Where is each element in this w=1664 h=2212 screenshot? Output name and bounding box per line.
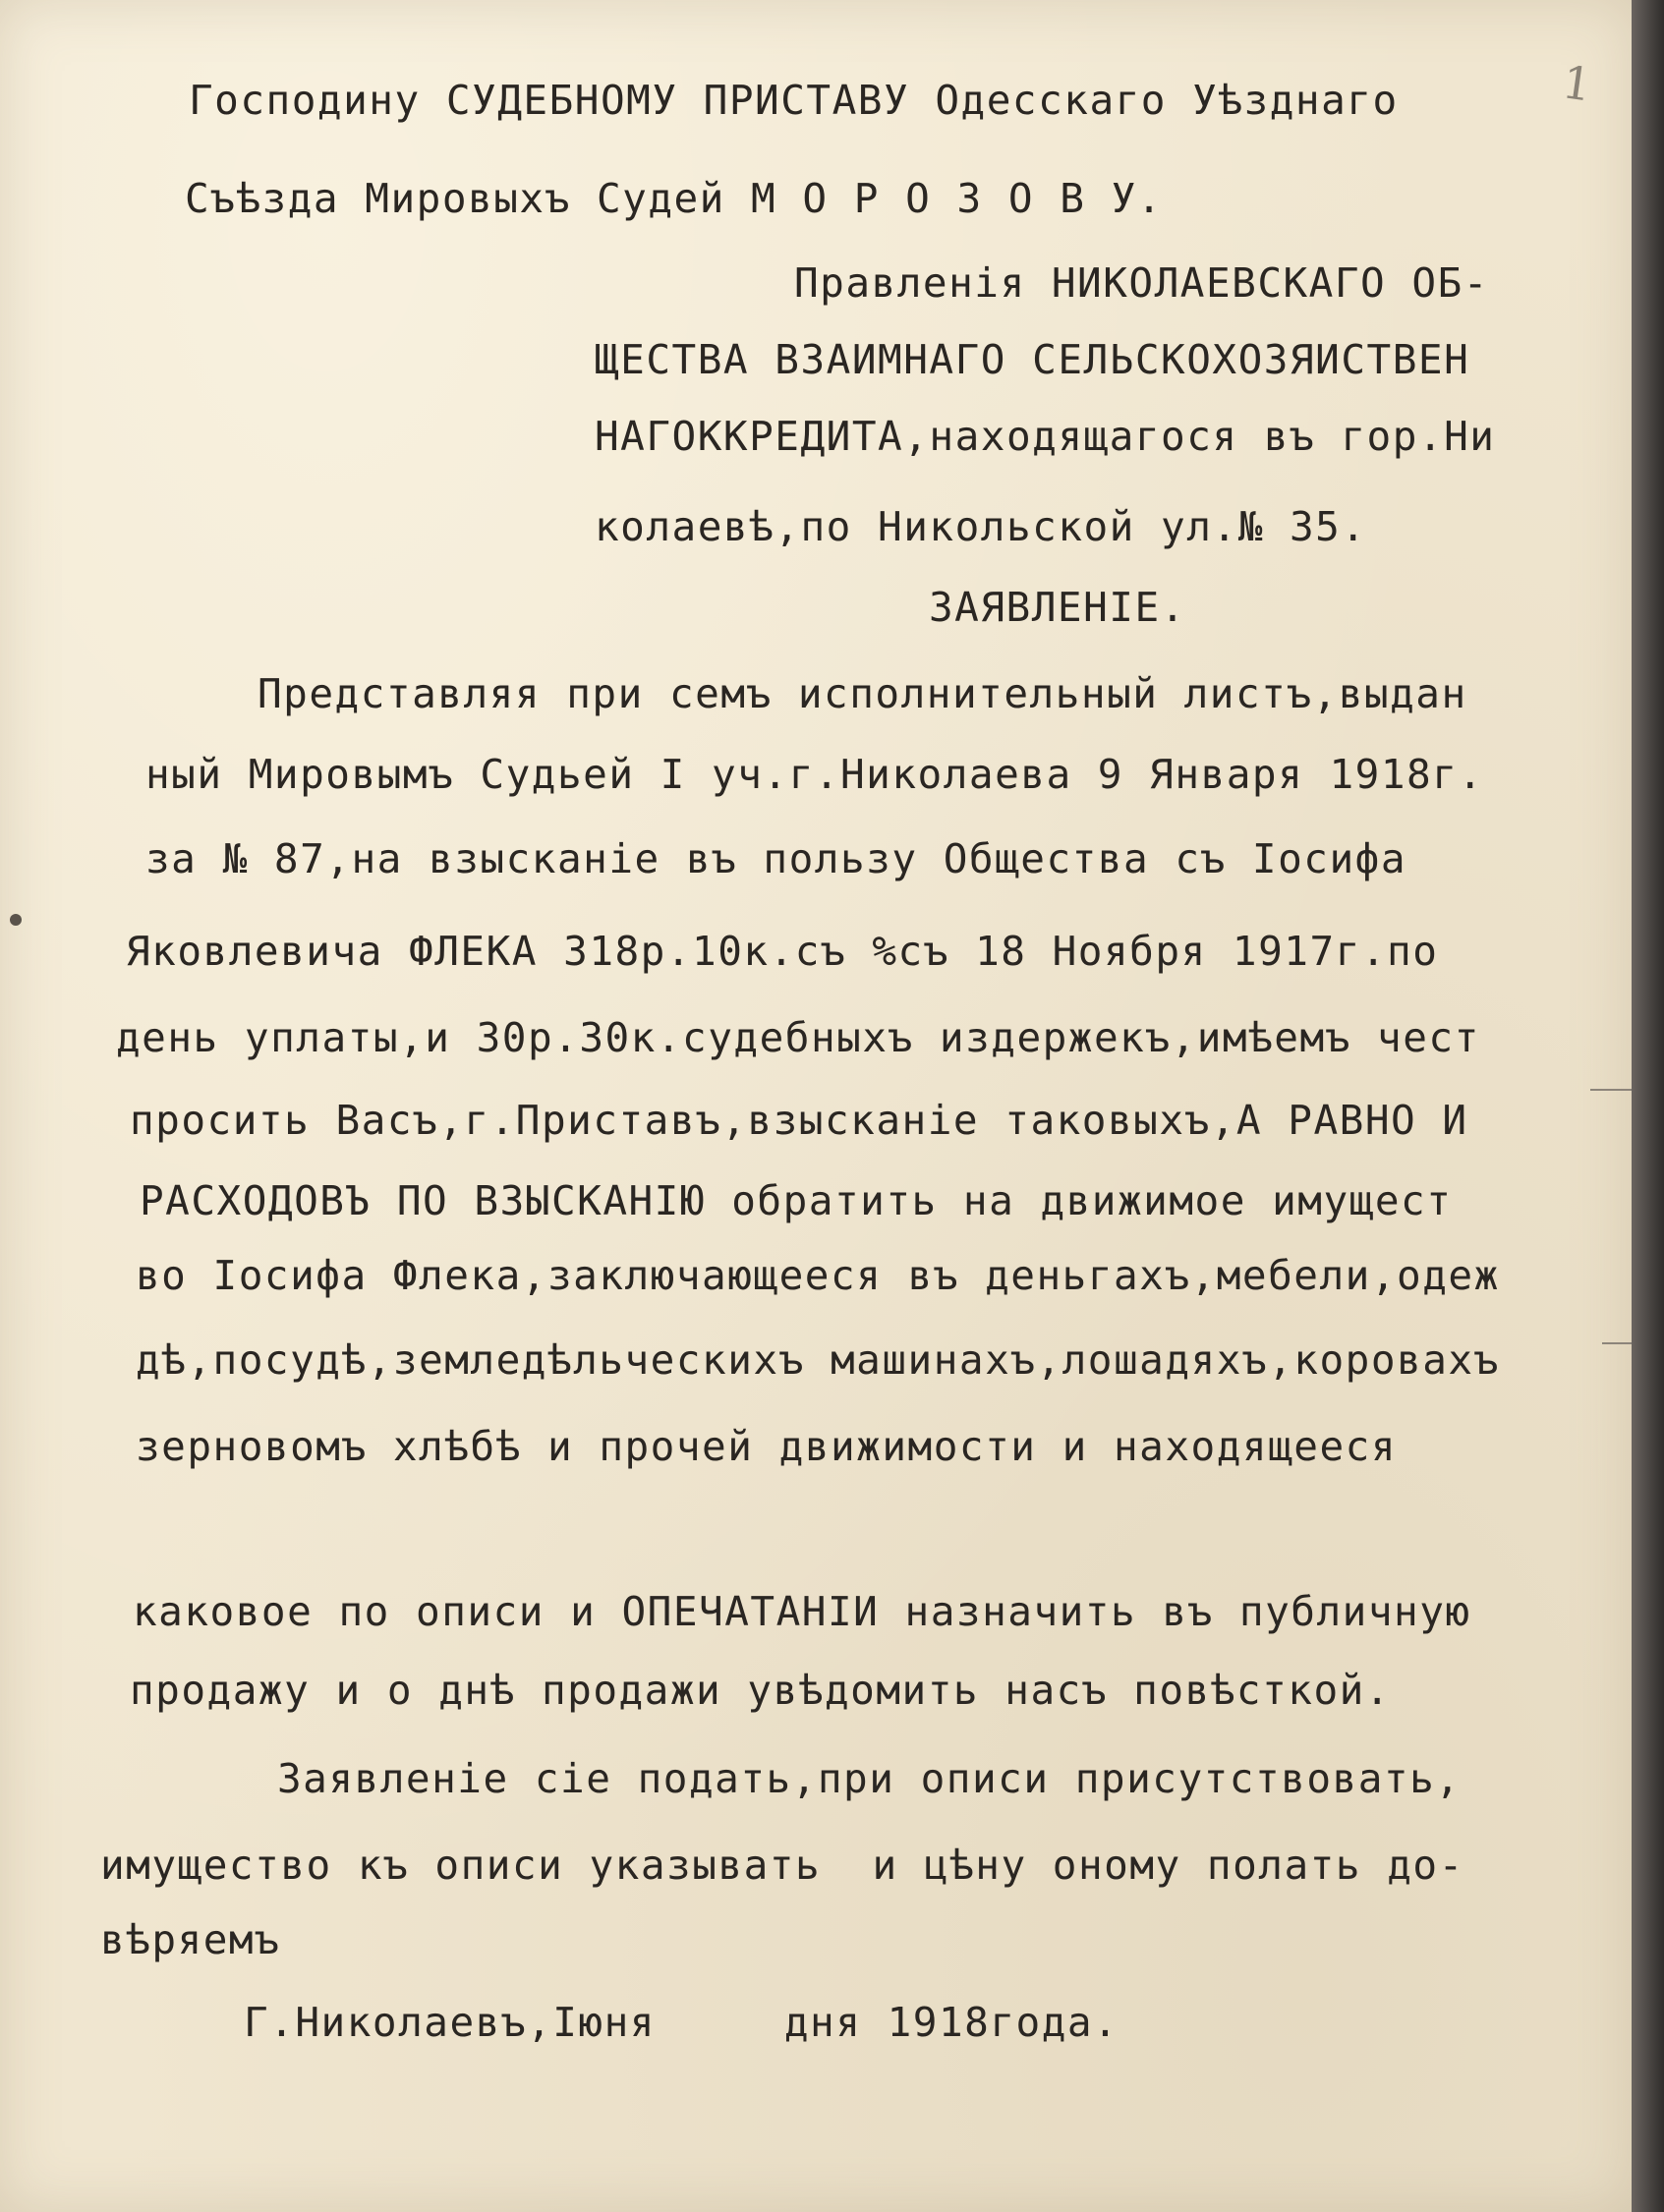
body-line-14: имущество къ описи указывать и цѣну оному полать до- bbox=[100, 1842, 1464, 1889]
margin-mark bbox=[1590, 1089, 1632, 1091]
body-line-1: Представляя при семъ исполнительный листъ,выдан bbox=[258, 670, 1467, 717]
body-line-12: продажу и о днѣ продажи увѣдомить насъ повѣсткой. bbox=[130, 1667, 1392, 1714]
sender-line-1: Правленія НИКОЛАЕВСКАГО ОБ- bbox=[794, 259, 1489, 307]
date-line: Г.Николаевъ,Іюня дня 1918года. bbox=[244, 1999, 1119, 2046]
sender-line-2: ЩЕСТВА ВЗАИМНАГО СЕЛЬСКОХОЗЯИСТВЕН bbox=[595, 336, 1470, 383]
body-line-2: ный Мировымъ Судьей I уч.г.Николаева 9 Января 1918г. bbox=[145, 751, 1484, 798]
body-line-7: РАСХОДОВЪ ПО ВЗЫСКАНІЮ обратить на движимое имущест bbox=[140, 1177, 1453, 1224]
body-line-6: просить Васъ,г.Приставъ,взысканіе таковыхъ,А РАВНО И bbox=[130, 1097, 1468, 1144]
body-line-8: во Іосифа Флека,заключающееся въ деньгахъ,мебели,одеж bbox=[136, 1252, 1500, 1299]
body-line-15: вѣряемъ bbox=[100, 1916, 281, 1963]
document-heading: ЗАЯВЛЕНІЕ. bbox=[929, 584, 1186, 631]
body-line-13: Заявленіе сіе подать,при описи присутствовать, bbox=[277, 1755, 1462, 1802]
sender-line-4: колаевѣ,по Никольской ул.№ 35. bbox=[595, 503, 1367, 550]
body-line-5: день уплаты,и 30р.30к.судебныхъ издержекъ,имѣемъ чест bbox=[116, 1014, 1480, 1061]
addressee-line-1: Господину СУДЕБНОМУ ПРИСТАВУ Одесскаго Уѣзднаго bbox=[189, 77, 1399, 124]
addressee-line-2: Съѣзда Мировыхъ Судей М О Р О З О В У. bbox=[185, 175, 1163, 222]
sender-line-3: НАГОККРЕДИТА,находящагося въ гор.Ни bbox=[595, 413, 1496, 460]
body-line-9: дѣ,посудѣ,земледѣльческихъ машинахъ,лошадяхъ,коровахъ bbox=[136, 1336, 1500, 1384]
scan-edge bbox=[1632, 0, 1664, 2212]
body-line-11: каковое по описи и ОПЕЧАТАНІИ назначить въ публичную bbox=[133, 1588, 1471, 1635]
binding-hole bbox=[10, 914, 22, 926]
body-line-4: Яковлевича ФЛЕКА 318р.10к.съ %съ 18 Ноября 1917г.по bbox=[126, 928, 1439, 975]
page-number: 1 bbox=[1559, 55, 1595, 112]
body-line-3: за № 87,на взысканіе въ пользу Общества съ Іосифа bbox=[145, 835, 1407, 882]
margin-mark bbox=[1602, 1342, 1632, 1344]
body-line-10: зерновомъ хлѣбѣ и прочей движимости и находящееся bbox=[136, 1423, 1398, 1470]
